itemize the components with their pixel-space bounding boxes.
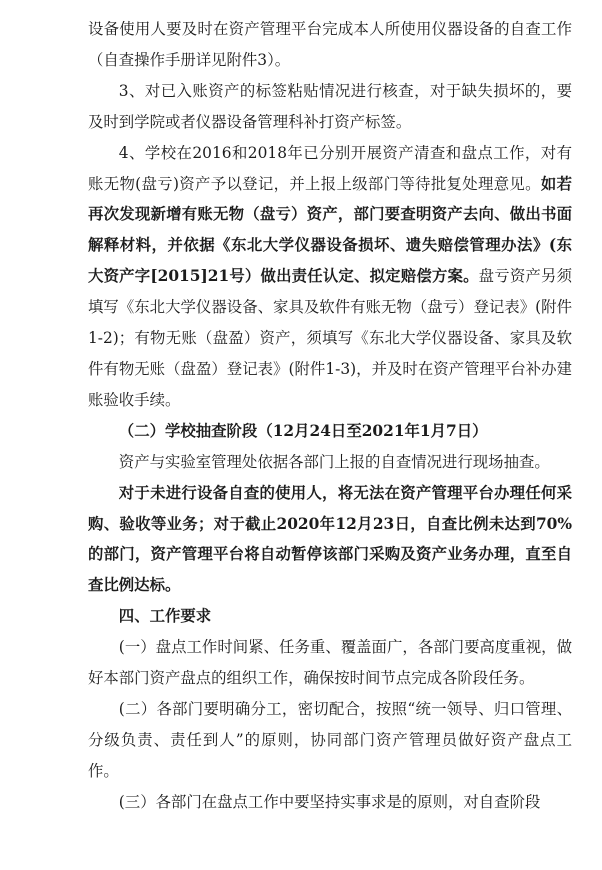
paragraph-item-3: 3、对已入账资产的标签粘贴情况进行核查，对于缺失损坏的，要及时到学院或者仪器设备管理科补打资产标签。 [88,81,572,131]
paragraph-requirement-3: (三）各部门在盘点工作中要坚持实事求是的原则，对自查阶段 [118,792,541,811]
paragraph-item-4-bold-text: 如若再次发现新增有账无物（盘亏）资产，部门要查明资产去向、做出书面解释材料，并依据《东北大学仪器设备损坏、遗失赔偿管理办法》(东大资产字[2015]21号）做出责任认定、拟定赔偿方案。 [88,174,572,286]
paragraph-item-4-text: 4、学校在2016和2018年已分别开展资产清查和盘点工作，对有账无物(盘亏)资产予以登记，并上报上级部门等待批复处理意见。 [88,143,572,193]
paragraph-spot-check-bold: 对于未进行设备自查的使用人，将无法在资产管理平台办理任何采购、验收等业务；对于截止2020年12月23日，自查比例未达到70%的部门，资产管理平台将自动暂停该部门采购及资产业务办理，直至自查比例达标。 [88,483,572,595]
paragraph-requirement-1: (一）盘点工作时间紧、任务重、覆盖面广，各部门要高度重视，做好本部门资产盘点的组织工作，确保按时间节点完成各阶段任务。 [88,638,572,688]
paragraph-self-check-continued: 设备使用人要及时在资产管理平台完成本人所使用仪器设备的自查工作（自查操作手册详见附件3）。 [88,20,572,69]
paragraph-requirement-2: (二）各部门要明确分工，密切配合，按照“统一领导、归口管理、分级负责、责任到人”的原则，协同部门资产管理员做好资产盘点工作。 [88,699,572,780]
paragraph-spot-check: 资产与实验室管理处依据各部门上报的自查情况进行现场抽查。 [118,452,550,471]
section-work-requirements-heading: 四、工作要求 [118,607,212,626]
section-school-spot-check-heading: （二）学校抽查阶段（12月24日至2021年1月7日） [118,421,488,440]
paragraph-item-4-tail-text: 盘亏资产另须填写《东北大学仪器设备、家具及软件有账无物（盘亏）登记表》(附件1-2)；有物无账（盘盈）资产，须填写《东北大学仪器设备、家具及软件有物无账（盘盈）登记表》(附件1-3)，并及时在资产管理平台补办建账验收手续。 [88,267,572,409]
paragraph-item-4 [88,138,572,416]
